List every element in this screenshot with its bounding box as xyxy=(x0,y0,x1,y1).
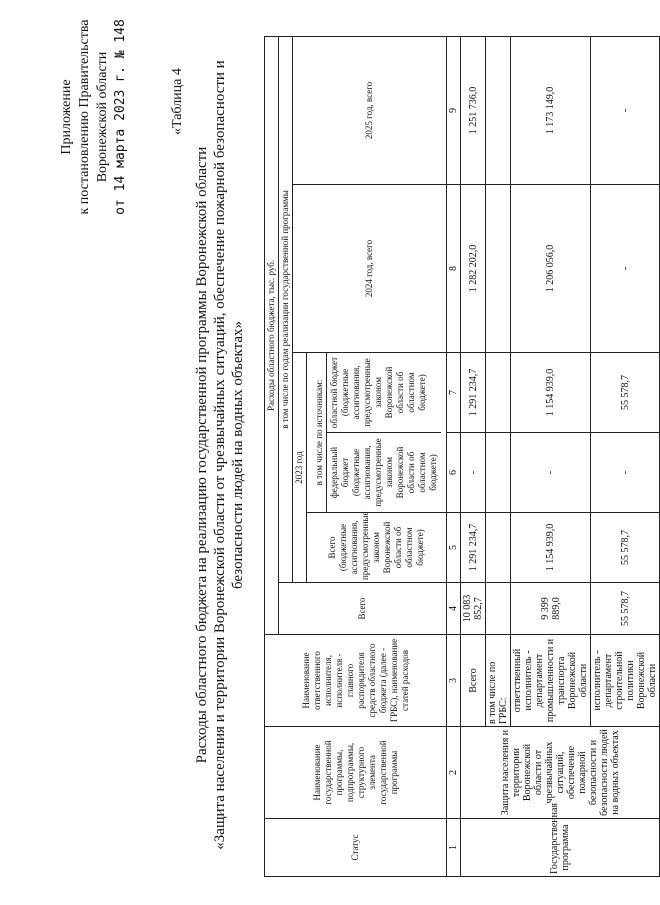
row-label: ответственный исполнитель - департамент промышленности и транспорта Воронежской области xyxy=(511,635,591,727)
value-2025 xyxy=(486,36,511,184)
value-2023-federal: - xyxy=(591,433,660,513)
header-by-years: в том числе по годам реализации государственной программы xyxy=(279,36,293,582)
value-2023-federal xyxy=(486,433,511,513)
header-status: Статус xyxy=(265,819,447,877)
header-executor: Наименование ответственного исполнителя, исполнителя - главного распорядителя средств областного бюджета (далее - ГРБС), наименование статей расходов xyxy=(265,635,447,727)
value-2023-federal: - xyxy=(511,433,591,513)
header-total: Всего xyxy=(279,583,447,635)
value-total: 10 083 852,7 xyxy=(461,583,486,635)
value-2024 xyxy=(486,185,511,353)
header-sources-cell xyxy=(307,353,447,513)
value-2023-federal: - xyxy=(461,433,486,513)
col-number: 9 xyxy=(447,36,461,184)
value-2023-regional: 1 154 939,0 xyxy=(511,353,591,433)
header-regional: областной бюджет (бюджетные ассигнования, предусмотренные законом Воронежской области об областном бюджете) xyxy=(328,356,427,429)
col-number: 1 xyxy=(447,819,461,877)
col-number: 5 xyxy=(447,513,461,583)
value-total xyxy=(486,583,511,635)
expenses-table xyxy=(264,36,660,877)
row-label: исполнитель - департамент строительной политики Воронежской области xyxy=(591,635,660,727)
value-2023-subtotal xyxy=(486,513,511,583)
appendix-date: от 14 марта 2023 г. № 148 xyxy=(113,19,128,215)
header-expenses: Расходы областного бюджета, тыс. руб. xyxy=(265,36,279,634)
col-number: 8 xyxy=(447,185,461,353)
value-2024: 1 206 056,0 xyxy=(511,185,591,353)
header-year-2023: 2023 год xyxy=(293,353,307,583)
header-by-sources: в том числе по источникам: xyxy=(313,353,327,512)
header-year-2025: 2025 год, всего xyxy=(293,36,447,184)
row-label: Всего xyxy=(461,635,486,727)
column-number-row xyxy=(447,36,461,876)
value-2025: 1 251 736,0 xyxy=(461,36,486,184)
value-2025: 1 173 149,0 xyxy=(511,36,591,184)
document-title xyxy=(193,15,247,895)
appendix-block xyxy=(58,7,130,227)
value-2023-subtotal: 1 154 939,0 xyxy=(511,513,591,583)
value-2023-subtotal: 1 291 234,7 xyxy=(461,513,486,583)
table-tag: «Таблица 4 xyxy=(170,68,185,135)
program-cell: Защита населения и территории Воронежской области от чрезвычайных ситуаций, обеспечение пожарной безопасности и безопасности людей на водных объектах xyxy=(461,727,660,819)
table-row xyxy=(461,36,486,876)
value-2023-regional xyxy=(486,353,511,433)
header-year-2024: 2024 год, всего xyxy=(293,185,447,353)
col-number: 7 xyxy=(447,353,461,433)
value-2023-regional: 1 291 234,7 xyxy=(461,353,486,433)
value-2024: - xyxy=(591,185,660,353)
title-line1: Расходы областного бюджета на реализацию государственной программы Воронежской области xyxy=(194,146,210,764)
header-federal: федеральный бюджет (бюджетные ассигнования, предусмотренные законом Воронежской области об областном бюджете) xyxy=(327,432,441,512)
value-total: 9 399 889,0 xyxy=(511,583,591,635)
title-line3: безопасности людей на водных объектах» xyxy=(230,321,246,589)
value-2023-regional: 55 578,7 xyxy=(591,353,660,433)
value-total: 55 578,7 xyxy=(591,583,660,635)
header-subtotal: Всего (бюджетные ассигнования, предусмотренные законом Воронежской области об областном бюджете) xyxy=(307,513,447,583)
value-2023-subtotal: 55 578,7 xyxy=(591,513,660,583)
col-number: 3 xyxy=(447,635,461,727)
value-2025: - xyxy=(591,36,660,184)
appendix-line2: к постановлению Правительства xyxy=(77,19,92,215)
col-number: 4 xyxy=(447,583,461,635)
appendix-line3: Воронежской области xyxy=(95,51,110,183)
value-2024: 1 282 202,0 xyxy=(461,185,486,353)
status-cell: Государственная программа xyxy=(461,819,660,877)
appendix-line1: Приложение xyxy=(59,79,74,155)
col-number: 6 xyxy=(447,433,461,513)
row-label: в том числе по ГРБС: xyxy=(486,635,511,727)
title-line2: «Защита населения и территории Воронежской области от чрезвычайных ситуаций, обеспечение пожарной безопасности и xyxy=(212,60,228,850)
header-program-name: Наименование государственной программы, подпрограммы, структурного элемента государственной программы xyxy=(265,727,447,819)
col-number: 2 xyxy=(447,727,461,819)
